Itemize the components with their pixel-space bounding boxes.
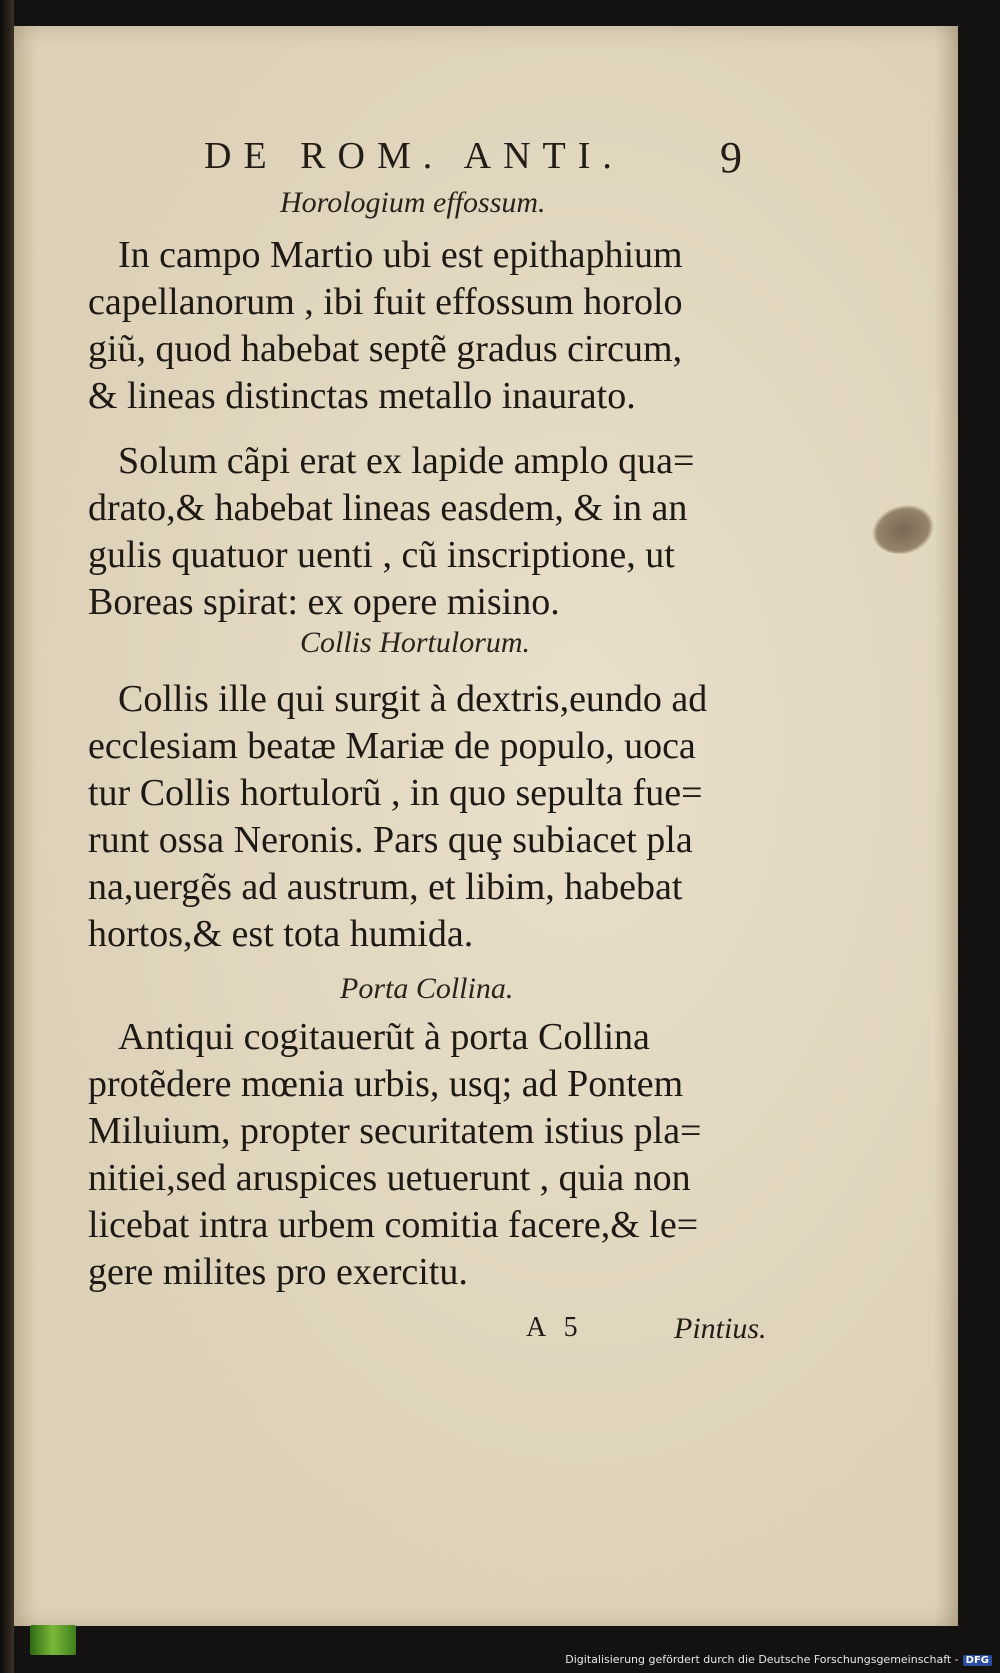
- text-line: Boreas spirat: ex opere misino.: [88, 581, 560, 623]
- green-marker-tab: [30, 1625, 76, 1655]
- text-line: drato,& habebat lineas easdem, & in an: [88, 487, 688, 529]
- text-line: ecclesiam beatæ Mariæ de populo, uoca: [88, 725, 696, 767]
- catchword: Pintius.: [674, 1312, 767, 1345]
- text-line: tur Collis hortulorũ , in quo sepulta fue=: [88, 772, 703, 814]
- paragraph-porta: [88, 1014, 768, 1296]
- text-line: capellanorum , ibi fuit effossum horolo: [88, 281, 683, 323]
- book-binding-edge: [0, 0, 14, 1673]
- digitization-credit: [565, 1653, 992, 1666]
- text-line: Collis ille qui surgit à dextris,eundo ad: [118, 678, 708, 720]
- book-page: [14, 26, 958, 1626]
- text-line: licebat intra urbem comitia facere,& le=: [88, 1204, 699, 1246]
- text-line: Solum cãpi erat ex lapide amplo qua=: [118, 440, 695, 482]
- text-line: protẽdere mœnia urbis, usq; ad Pontem: [88, 1063, 684, 1105]
- paragraph-horologium-2: [88, 438, 768, 626]
- paragraph-collis: [88, 676, 768, 958]
- running-head-title: DE ROM. ANTI.: [204, 135, 624, 177]
- text-line: nitiei,sed aruspices uetuerunt , quia non: [88, 1157, 691, 1199]
- paragraph-horologium-1: [88, 232, 768, 420]
- text-line: na,uergẽs ad austrum, et libim, habebat: [88, 866, 683, 908]
- section-heading-collis: Collis Hortulorum.: [300, 626, 531, 659]
- text-line: Antiqui cogitauerũt à porta Collina: [118, 1016, 650, 1058]
- page-stain: [866, 498, 940, 563]
- credit-text: Digitalisierung gefördert durch die Deutsche Forschungsgemeinschaft -: [565, 1653, 959, 1666]
- dfg-logo: DFG: [963, 1655, 992, 1666]
- page-number: 9: [720, 133, 742, 182]
- section-heading-horologium: Horologium effossum.: [280, 186, 546, 219]
- text-line: In campo Martio ubi est epithaphium: [118, 234, 683, 276]
- text-line: gere milites pro exercitu.: [88, 1251, 468, 1293]
- text-line: runt ossa Neronis. Pars quȩ subiacet pla: [88, 819, 693, 861]
- text-line: giũ, quod habebat septẽ gradus circum,: [88, 328, 683, 370]
- text-line: & lineas distinctas metallo inaurato.: [88, 375, 636, 417]
- text-line: hortos,& est tota humida.: [88, 913, 474, 955]
- text-line: Miluium, propter securitatem istius pla=: [88, 1110, 702, 1152]
- section-heading-porta: Porta Collina.: [340, 972, 514, 1005]
- signature-mark: A 5: [526, 1312, 584, 1343]
- text-line: gulis quatuor uenti , cũ inscriptione, ut: [88, 534, 675, 576]
